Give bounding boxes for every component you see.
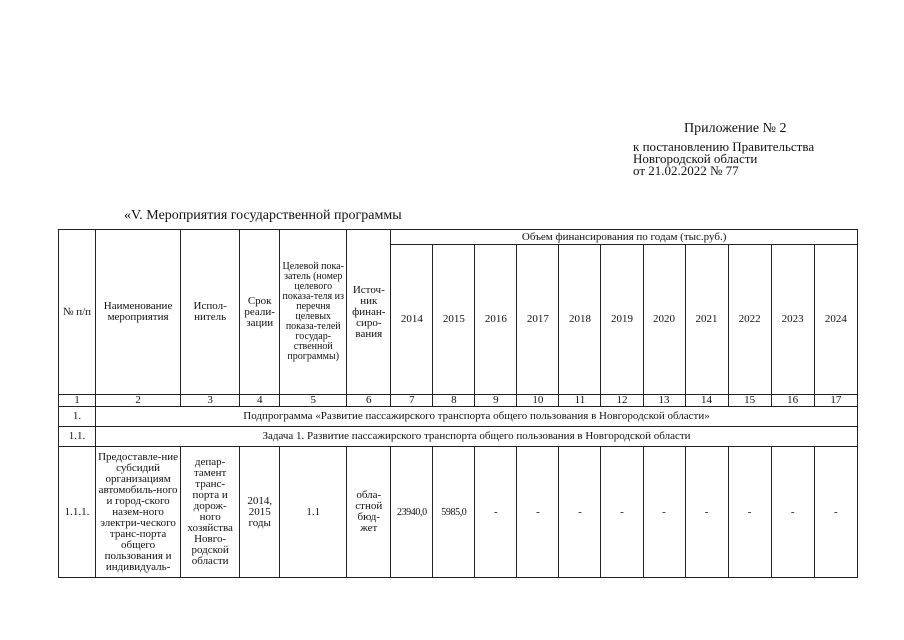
appendix-line-2: Новгородской области [633, 151, 758, 166]
funding-value: - [559, 447, 601, 578]
year-header: 2023 [771, 245, 814, 395]
column-number: 11 [559, 395, 601, 407]
funding-value: - [814, 447, 857, 578]
column-number: 9 [475, 395, 517, 407]
column-number: 2 [96, 395, 181, 407]
funding-value: 5985,0 [433, 447, 475, 578]
section-title: «V. Мероприятия государственной программы [124, 208, 402, 223]
funding-value: - [728, 447, 771, 578]
header-num: № п/п [59, 230, 96, 395]
header-funding-source: Источ-ник финан-сиро-вания [347, 230, 391, 395]
column-number: 12 [601, 395, 643, 407]
funding-value: - [685, 447, 728, 578]
year-header: 2021 [685, 245, 728, 395]
row-num: 1. [59, 407, 96, 427]
column-number: 5 [280, 395, 347, 407]
appendix-reference [633, 141, 814, 177]
funding-value: - [601, 447, 643, 578]
header-executor: Испол-нитель [181, 230, 240, 395]
subprogram-title: Подпрограмма «Развитие пассажирского транспорта общего пользования в Новгородской области» [96, 407, 858, 427]
header-term: Срок реали-зации [240, 230, 280, 395]
year-header: 2022 [728, 245, 771, 395]
item-target: 1.1 [280, 447, 347, 578]
item-name: Предоставле-ние субсидий организациям автомобиль-ного и город-ского назем-ного электри-ческого транс-порта общего пользования и индивидуаль- [96, 447, 181, 578]
header-funding-volume: Объем финансирования по годам (тыс.руб.) [391, 230, 858, 245]
column-number: 4 [240, 395, 280, 407]
column-number: 15 [728, 395, 771, 407]
year-header: 2017 [517, 245, 559, 395]
appendix-line-3: от 21.02.2022 № 77 [633, 163, 739, 178]
item-term: 2014, 2015 годы [240, 447, 280, 578]
year-header: 2020 [643, 245, 685, 395]
funding-value: 23940,0 [391, 447, 433, 578]
year-header: 2024 [814, 245, 857, 395]
funding-value: - [643, 447, 685, 578]
header-target-indicator: Целевой пока-затель (номер целевого показа-теля из перечня целевых показа-телей государ-ственной программы) [280, 230, 347, 395]
year-header: 2016 [475, 245, 517, 395]
column-number: 8 [433, 395, 475, 407]
year-header: 2015 [433, 245, 475, 395]
year-header: 2014 [391, 245, 433, 395]
column-number: 14 [685, 395, 728, 407]
column-number: 6 [347, 395, 391, 407]
measures-table [58, 229, 858, 578]
funding-value: - [475, 447, 517, 578]
row-num: 1.1. [59, 427, 96, 447]
item-source: обла-стной бюд-жет [347, 447, 391, 578]
column-number: 17 [814, 395, 857, 407]
year-header: 2019 [601, 245, 643, 395]
column-number: 16 [771, 395, 814, 407]
column-number: 10 [517, 395, 559, 407]
funding-value: - [517, 447, 559, 578]
column-number: 7 [391, 395, 433, 407]
column-number: 13 [643, 395, 685, 407]
header-name: Наименование мероприятия [96, 230, 181, 395]
column-number: 1 [59, 395, 96, 407]
item-executor: депар-тамент транс-порта и дорож-ного хозяйства Новго-родской области [181, 447, 240, 578]
item-num: 1.1.1. [59, 447, 96, 578]
appendix-line-1: к постановлению Правительства [633, 139, 815, 154]
task-title: Задача 1. Развитие пассажирского транспорта общего пользования в Новгородской области [96, 427, 858, 447]
appendix-title: Приложение № 2 [684, 121, 787, 136]
year-header: 2018 [559, 245, 601, 395]
funding-value: - [771, 447, 814, 578]
column-number: 3 [181, 395, 240, 407]
